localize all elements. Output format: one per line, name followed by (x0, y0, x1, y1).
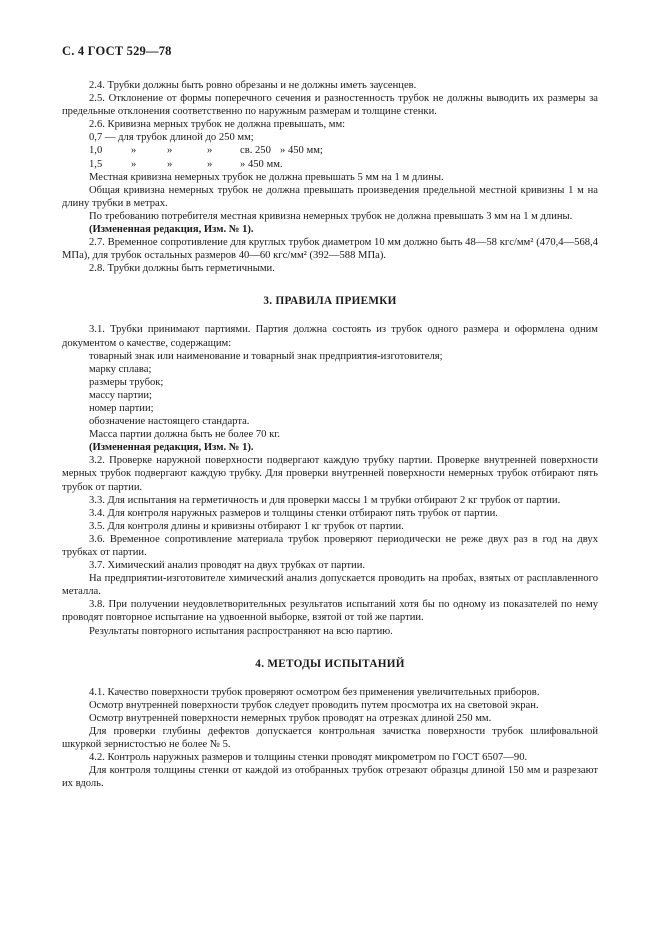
inner-surface-check: Осмотр внутренней поверхности трубок следует проводить путем просмотра их на световой экран. (89, 699, 539, 711)
clause-2-5: 2.5. Отклонение от формы поперечного сечения и разностенность трубок не должны выводить их размеры за предельные отклонения соответственно по наружным размерам и толщине стенки. (62, 93, 598, 118)
amendment-note: (Измененная редакция, Изм. № 1). (89, 224, 254, 236)
list-item: марку сплава; (89, 363, 152, 375)
clause-3-7: 3.7. Химический анализ проводят на двух трубках от партии. (89, 560, 366, 572)
clause-3-2: 3.2. Проверке наружной поверхности подвергают каждую трубку партии. Проверке внутренней поверхности мерных трубок подвергают каждую трубку. Для проверки внутренней поверхности немерных трубок отбирают пять трубок от партии. (62, 455, 598, 493)
clause-3-4: 3.4. Для контроля наружных размеров и толщины стенки отбирают пять трубок от партии. (89, 507, 498, 519)
clause-3-5: 3.5. Для контроля длины и кривизны отбирают 1 кг трубок от партии. (89, 520, 404, 532)
curvature-row-2: 1,0 » » » св. 250 » 450 мм; (89, 145, 323, 157)
clause-3-7-note: На предприятии-изготовителе химический анализ допускается проводить на пробах, взятых от расплавленного металла. (62, 573, 598, 598)
list-item: массу партии; (89, 389, 152, 401)
clause-3-8: 3.8. При получении неудовлетворительных результатов испытаний хотя бы по одному из показателей по нему проводят повторное испытание на удвоенной выборке, взятой от той же партии. (62, 599, 598, 624)
list-item: размеры трубок; (89, 376, 164, 388)
list-item: товарный знак или наименование и товарный знак предприятия-изготовителя; (89, 350, 443, 362)
clause-2-4: 2.4. Трубки должны быть ровно обрезаны и не должны иметь заусенцев. (89, 80, 417, 91)
defect-depth-check: Для проверки глубины дефектов допускается контрольная зачистка поверхности трубок шлифовальной шкуркой зернистостью не более № 5. (62, 725, 598, 751)
clause-2-7: 2.7. Временное сопротивление для круглых трубок диаметром 10 мм должно быть 48—58 кгс/мм² (470,4—568,4 МПа), для трубок остальных размеров 40—60 кгс/мм² (392—588 МПа). (62, 237, 598, 262)
list-item: номер партии; (89, 402, 154, 414)
list-item: обозначение настоящего стандарта. (89, 416, 250, 428)
document-page (62, 44, 598, 790)
clause-4-2: 4.2. Контроль наружных размеров и толщины стенки проводят микрометром по ГОСТ 6507—90. (89, 752, 528, 764)
clause-3-6: 3.6. Временное сопротивление материала трубок проверяют периодически не реже двух раз в год на двух трубках от партии. (62, 533, 598, 558)
curvature-row-1: 0,7 — для трубок длиной до 250 мм; (89, 132, 254, 144)
total-curvature: Общая кривизна немерных трубок не должна превышать произведения предельной местной кривизны 1 м на длину трубки в метрах. (62, 184, 598, 209)
batch-mass: Масса партии должна быть не более 70 кг. (89, 429, 281, 441)
curvature-row-3: 1,5 » » » » 450 мм. (89, 158, 283, 170)
clause-3-1: 3.1. Трубки принимают партиями. Партия должна состоять из трубок одного размера и оформлена одним документом о качестве, содержащим: (62, 324, 598, 349)
clause-4-1: 4.1. Качество поверхности трубок проверяют осмотром без применения увеличительных приборов. (89, 686, 540, 698)
clause-3-8-note: Результаты повторного испытания распространяют на всю партию. (89, 625, 393, 637)
section-3-title: 3. ПРАВИЛА ПРИЕМКИ (263, 295, 397, 308)
clause-3-3: 3.3. Для испытания на герметичность и для проверки массы 1 м трубки отбирают 2 кг трубок от партии. (89, 494, 561, 506)
customer-request: По требованию потребителя местная кривизна немерных трубок не должна превышать 3 мм на 1 м длины. (89, 210, 573, 222)
amendment-note: (Измененная редакция, Изм. № 1). (89, 442, 254, 454)
wall-thickness-check: Для контроля толщины стенки от каждой из отобранных трубок отрезают образцы длиной 150 мм и разрезают их вдоль. (62, 765, 598, 790)
inner-surface-check-unmeasured: Осмотр внутренней поверхности немерных трубок проводят на отрезках длиной 250 мм. (89, 712, 492, 724)
local-curvature: Местная кривизна немерных трубок не должна превышать 5 мм на 1 м длины. (89, 171, 444, 183)
section-4-title: 4. МЕТОДЫ ИСПЫТАНИЙ (255, 657, 405, 670)
clause-2-8: 2.8. Трубки должны быть герметичными. (89, 263, 275, 275)
clause-2-6: 2.6. Кривизна мерных трубок не должна превышать, мм: (89, 119, 346, 131)
page-header: С. 4 ГОСТ 529—78 (62, 44, 172, 58)
